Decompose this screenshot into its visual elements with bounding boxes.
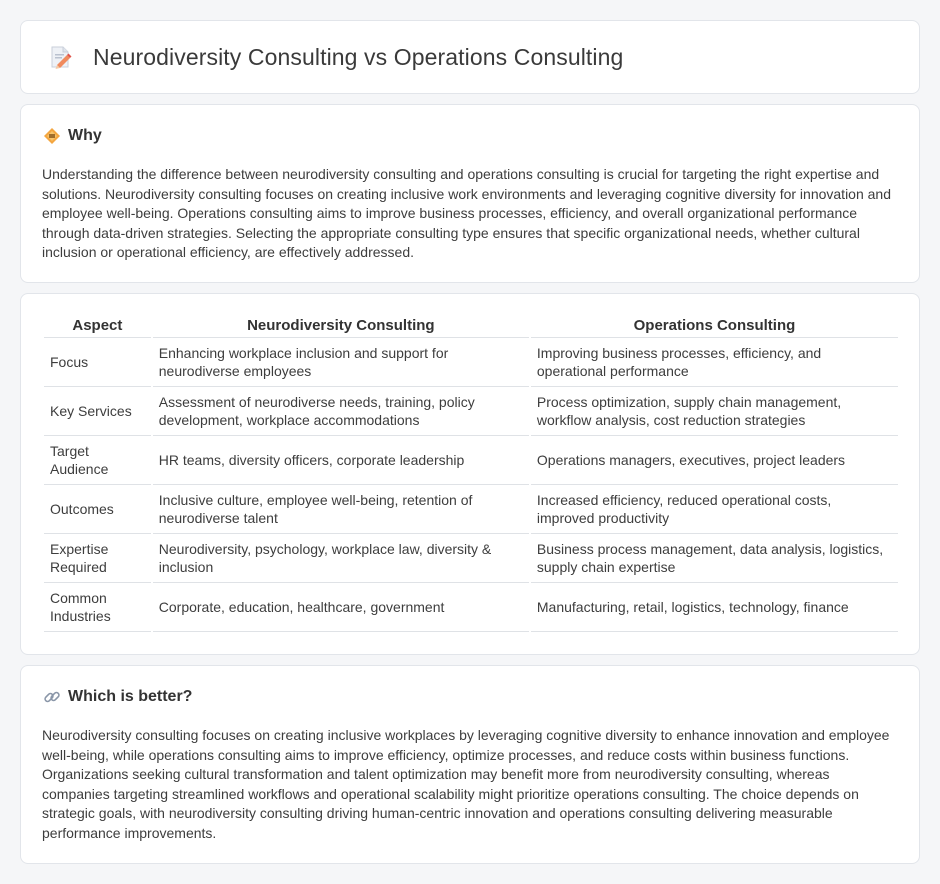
row-neurodiversity: Corporate, education, healthcare, government bbox=[153, 583, 529, 632]
row-operations: Increased efficiency, reduced operational costs, improved productivity bbox=[531, 485, 898, 534]
table-header-row bbox=[44, 314, 898, 338]
row-operations: Business process management, data analysis, logistics, supply chain expertise bbox=[531, 534, 898, 583]
why-heading: Why bbox=[68, 127, 102, 144]
row-operations: Manufacturing, retail, logistics, technology, finance bbox=[531, 583, 898, 632]
diamond-warning-icon bbox=[43, 127, 61, 145]
row-aspect: Focus bbox=[44, 338, 151, 387]
table-row bbox=[44, 387, 898, 436]
header-operations: Operations Consulting bbox=[531, 314, 898, 338]
why-paragraph: Understanding the difference between neurodiversity consulting and operations consulting is crucial for targeting the right expertise and solutions. Neurodiversity consulting focuses on creating inclusive work environments and leveraging cognitive diversity for innovation and employee well-being. Operations consulting aims to improve business processes, efficiency, and overall organizational performance through data-driven strategies. Selecting the appropriate consulting type ensures that specific organizational needs, whether cultural inclusion or operational efficiency, are effectively addressed. bbox=[42, 166, 892, 261]
comparison-table bbox=[42, 314, 900, 632]
row-aspect: Outcomes bbox=[44, 485, 151, 534]
table-row bbox=[44, 338, 898, 387]
row-aspect: Target Audience bbox=[44, 436, 151, 485]
better-heading: Which is better? bbox=[68, 688, 193, 705]
row-neurodiversity: Neurodiversity, psychology, workplace law, diversity & inclusion bbox=[153, 534, 529, 583]
better-paragraph: Neurodiversity consulting focuses on creating inclusive workplaces by leveraging cognitive diversity to enhance innovation and employee well-being, while operations consulting aims to improve efficiency, optimize processes, and reduce costs within business functions. Organizations seeking cultural transformation and talent optimization may benefit more from neurodiversity consulting, whereas companies targeting streamlined workflows and operational scalability might prioritize operations consulting. The choice depends on strategic goals, with neurodiversity consulting driving human-centric innovation and operations consulting delivering measurable performance improvements. bbox=[42, 727, 890, 841]
which-is-better-section bbox=[20, 665, 920, 864]
row-operations: Operations managers, executives, project leaders bbox=[531, 436, 898, 485]
table-row bbox=[44, 583, 898, 632]
page-title: Neurodiversity Consulting vs Operations Consulting bbox=[93, 43, 624, 70]
row-neurodiversity: Enhancing workplace inclusion and support for neurodiverse employees bbox=[153, 338, 529, 387]
row-neurodiversity: Inclusive culture, employee well-being, retention of neurodiverse talent bbox=[153, 485, 529, 534]
title-card bbox=[20, 20, 920, 94]
document-pencil-icon bbox=[47, 44, 73, 70]
row-aspect: Common Industries bbox=[44, 583, 151, 632]
row-neurodiversity: HR teams, diversity officers, corporate leadership bbox=[153, 436, 529, 485]
header-neurodiversity: Neurodiversity Consulting bbox=[153, 314, 529, 338]
table-row bbox=[44, 534, 898, 583]
why-section bbox=[20, 104, 920, 283]
row-aspect: Expertise Required bbox=[44, 534, 151, 583]
row-neurodiversity: Assessment of neurodiverse needs, training, policy development, workplace accommodations bbox=[153, 387, 529, 436]
row-operations: Improving business processes, efficiency, and operational performance bbox=[531, 338, 898, 387]
header-aspect: Aspect bbox=[44, 314, 151, 338]
link-icon bbox=[43, 688, 61, 706]
better-heading-row bbox=[43, 688, 192, 706]
comparison-section bbox=[20, 293, 920, 655]
row-operations: Process optimization, supply chain management, workflow analysis, cost reduction strategies bbox=[531, 387, 898, 436]
table-row bbox=[44, 485, 898, 534]
why-heading-row bbox=[43, 127, 102, 145]
table-row bbox=[44, 436, 898, 485]
row-aspect: Key Services bbox=[44, 387, 151, 436]
